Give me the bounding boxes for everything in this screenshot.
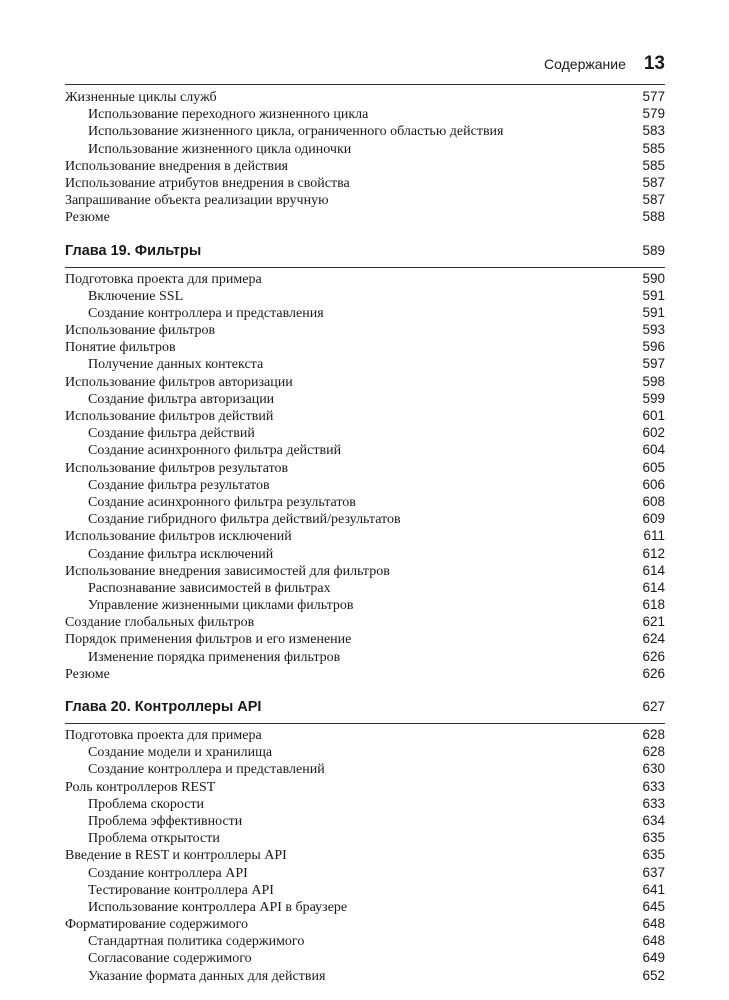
toc-entry-title: Использование жизненного цикла, ограниченного областью действия <box>88 124 504 140</box>
toc-entry-page-number: 601 <box>642 408 665 423</box>
toc-subentry <box>65 596 665 613</box>
header-rule <box>65 84 665 85</box>
toc-entry-title: Использование фильтров авторизации <box>65 374 293 390</box>
toc-entry-page-number: 645 <box>642 898 665 914</box>
toc-subentry <box>65 648 665 665</box>
toc-entry-title: Проблема открытости <box>88 831 220 847</box>
toc-entry-title: Проблема скорости <box>88 796 205 812</box>
toc-subentry <box>65 812 665 829</box>
toc-subentry <box>65 105 665 122</box>
toc-entry-page-number: 630 <box>642 761 665 777</box>
toc-subentry <box>65 287 665 304</box>
toc-entry-title: Использование внедрения зависимостей для фильтров <box>65 563 390 579</box>
toc-entry-title: Жизненные циклы служб <box>65 90 217 105</box>
toc-entry-page-number: 618 <box>642 597 665 613</box>
toc-subentry <box>65 510 665 527</box>
toc-entry-page-number: 648 <box>642 933 665 949</box>
toc-entry-page-number: 628 <box>642 727 665 742</box>
chapter-page-number: 627 <box>642 699 665 714</box>
toc-subentry <box>65 760 665 777</box>
toc-entry-title: Использование переходного жизненного цикла <box>88 107 369 123</box>
toc-subentry <box>65 355 665 372</box>
toc-subentry <box>65 493 665 510</box>
toc-entry-title: Понятие фильтров <box>65 340 176 356</box>
header-title: Содержание <box>544 56 626 72</box>
toc-entry-page-number: 609 <box>642 511 665 527</box>
table-of-contents <box>65 88 665 984</box>
toc-entry <box>65 407 665 424</box>
toc-subentry <box>65 441 665 458</box>
toc-entry-title: Роль контроллеров REST <box>65 779 216 795</box>
toc-subentry <box>65 743 665 760</box>
toc-entry-title: Порядок применения фильтров и его изменение <box>65 632 352 648</box>
toc-subentry <box>65 898 665 915</box>
toc-entry-title: Создание контроллера и представлений <box>88 762 325 778</box>
toc-entry-page-number: 641 <box>642 881 665 897</box>
toc-entry <box>65 915 665 932</box>
toc-entry-page-number: 635 <box>642 830 665 846</box>
toc-entry-page-number: 585 <box>642 140 665 156</box>
toc-entry-title: Проблема эффективности <box>88 813 243 829</box>
toc-entry-page-number: 605 <box>642 459 665 475</box>
toc-subentry <box>65 140 665 157</box>
toc-entry-title: Создание фильтра результатов <box>88 477 270 493</box>
toc-entry-title: Создание гибридного фильтра действий/результатов <box>88 512 401 528</box>
toc-entry-page-number: 591 <box>642 287 665 303</box>
toc-subentry <box>65 932 665 949</box>
toc-entry <box>65 191 665 208</box>
toc-entry-page-number: 590 <box>642 270 665 286</box>
toc-subentry <box>65 476 665 493</box>
toc-entry-title: Введение в REST и контроллеры API <box>65 848 287 864</box>
toc-entry <box>65 174 665 191</box>
toc-entry-title: Указание формата данных для действия <box>88 968 326 984</box>
toc-entry-page-number: 634 <box>642 812 665 828</box>
toc-entry-page-number: 597 <box>642 356 665 372</box>
toc-subentry <box>65 122 665 139</box>
toc-entry-title: Согласование содержимого <box>88 951 252 967</box>
toc-entry-title: Создание асинхронного фильтра результатов <box>88 494 356 510</box>
toc-entry-title: Получение данных контекста <box>88 357 264 373</box>
toc-entry-title: Создание глобальных фильтров <box>65 615 255 631</box>
toc-entry-page-number: 612 <box>642 545 665 561</box>
toc-entry <box>65 459 665 476</box>
toc-entry <box>65 846 665 863</box>
toc-entry-page-number: 599 <box>642 390 665 406</box>
toc-entry-page-number: 633 <box>642 795 665 811</box>
toc-subentry <box>65 545 665 562</box>
toc-entry-page-number: 624 <box>642 631 665 647</box>
toc-entry <box>65 321 665 338</box>
toc-entry-title: Использование атрибутов внедрения в свойства <box>65 175 350 191</box>
toc-entry-title: Резюме <box>65 210 110 226</box>
toc-subentry <box>65 795 665 812</box>
toc-entry <box>65 726 665 743</box>
toc-entry <box>65 613 665 630</box>
toc-entry-title: Использование фильтров исключений <box>65 529 292 545</box>
toc-entry-title: Запрашивание объекта реализации вручную <box>65 193 329 209</box>
toc-entry-page-number: 652 <box>642 967 665 983</box>
toc-entry-page-number: 577 <box>642 89 665 104</box>
toc-entry-title: Использование фильтров действий <box>65 409 274 424</box>
toc-entry-page-number: 633 <box>642 778 665 794</box>
toc-entry <box>65 373 665 390</box>
toc-entry-page-number: 628 <box>642 744 665 760</box>
toc-entry-page-number: 587 <box>642 192 665 208</box>
toc-entry-page-number: 621 <box>642 614 665 630</box>
toc-subentry <box>65 829 665 846</box>
toc-entry <box>65 270 665 287</box>
toc-entry-title: Подготовка проекта для примера <box>65 728 262 743</box>
toc-entry-title: Создание фильтра действий <box>88 426 255 442</box>
toc-entry-title: Использование жизненного цикла одиночки <box>88 141 352 157</box>
toc-entry-page-number: 602 <box>642 425 665 441</box>
toc-entry-title: Создание контроллера и представления <box>88 305 324 321</box>
chapter-heading <box>65 234 665 268</box>
chapter-page-number: 589 <box>642 242 665 258</box>
chapter-title: Глава 19. Фильтры <box>65 242 202 259</box>
toc-entry <box>65 778 665 795</box>
toc-entry <box>65 665 665 682</box>
toc-entry-page-number: 608 <box>642 493 665 509</box>
toc-entry-title: Использование внедрения в действия <box>65 158 288 174</box>
toc-entry-title: Создание контроллера API <box>88 865 248 881</box>
running-header <box>544 53 665 75</box>
toc-entry-title: Включение SSL <box>88 288 184 304</box>
toc-entry <box>65 562 665 579</box>
toc-entry-page-number: 637 <box>642 864 665 880</box>
toc-entry <box>65 338 665 355</box>
toc-subentry <box>65 424 665 441</box>
toc-entry-page-number: 649 <box>642 950 665 966</box>
toc-entry-page-number: 604 <box>642 442 665 458</box>
toc-entry <box>65 527 665 544</box>
toc-entry-title: Использование фильтров результатов <box>65 460 289 476</box>
toc-entry-title: Создание фильтра исключений <box>88 546 274 562</box>
toc-entry-page-number: 587 <box>642 174 665 190</box>
toc-subentry <box>65 967 665 984</box>
chapter-heading <box>65 690 665 724</box>
toc-entry-title: Форматирование содержимого <box>65 917 248 933</box>
toc-subentry <box>65 579 665 596</box>
toc-entry-page-number: 626 <box>642 648 665 664</box>
toc-entry-page-number: 598 <box>642 373 665 389</box>
toc-subentry <box>65 304 665 321</box>
toc-entry-title: Использование фильтров <box>65 323 216 339</box>
toc-entry-title: Тестирование контроллера API <box>88 882 274 898</box>
toc-entry <box>65 88 665 105</box>
toc-entry-title: Использование контроллера API в браузере <box>88 899 348 915</box>
toc-subentry <box>65 881 665 898</box>
toc-entry-page-number: 648 <box>642 916 665 932</box>
toc-entry <box>65 208 665 225</box>
toc-subentry <box>65 390 665 407</box>
toc-entry-title: Создание фильтра авторизации <box>88 391 275 407</box>
toc-entry-title: Подготовка проекта для примера <box>65 271 262 287</box>
toc-entry-page-number: 596 <box>642 339 665 355</box>
toc-subentry <box>65 949 665 966</box>
toc-entry-title: Управление жизненными циклами фильтров <box>88 598 354 614</box>
toc-entry-page-number: 588 <box>642 209 665 225</box>
toc-entry-page-number: 614 <box>642 579 665 595</box>
toc-entry-page-number: 626 <box>642 665 665 681</box>
toc-entry <box>65 157 665 174</box>
toc-entry-page-number: 635 <box>642 847 665 863</box>
toc-entry-page-number: 614 <box>642 562 665 578</box>
toc-entry-title: Распознавание зависимостей в фильтрах <box>88 580 331 596</box>
toc-entry-page-number: 591 <box>642 304 665 320</box>
toc-entry-page-number: 606 <box>642 476 665 492</box>
toc-entry-title: Создание модели и хранилища <box>88 745 273 761</box>
toc-entry-page-number: 579 <box>642 106 665 122</box>
toc-entry-title: Создание асинхронного фильтра действий <box>88 443 342 459</box>
header-page-number: 13 <box>643 53 665 74</box>
chapter-title: Глава 20. Контроллеры API <box>65 699 262 715</box>
toc-entry-page-number: 583 <box>642 123 665 139</box>
toc-entry-title: Стандартная политика содержимого <box>88 934 305 950</box>
toc-subentry <box>65 864 665 881</box>
toc-entry-title: Изменение порядка применения фильтров <box>88 649 341 665</box>
toc-entry-page-number: 585 <box>642 157 665 173</box>
toc-entry-page-number: 611 <box>643 528 665 544</box>
toc-entry-page-number: 593 <box>642 322 665 338</box>
toc-entry-title: Резюме <box>65 666 110 682</box>
toc-entry <box>65 630 665 647</box>
